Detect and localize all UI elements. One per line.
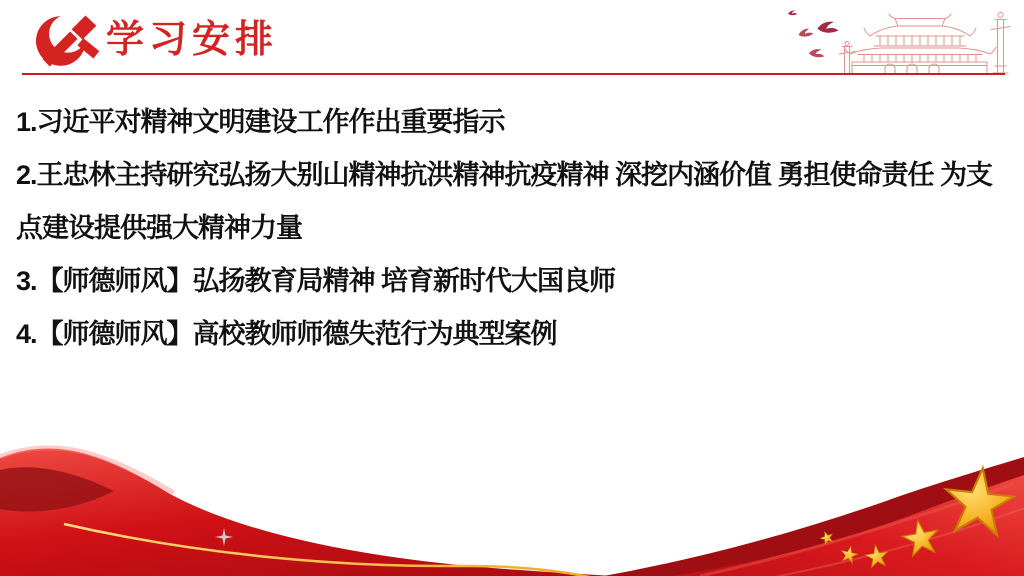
agenda-item-1: 1.习近平对精神文明建设工作作出重要指示 [16, 107, 505, 137]
agenda-item-2: 2.王忠林主持研究弘扬大别山精神抗洪精神抗疫精神 深挖内涵价值 勇担使命责任 为支点建设提供强大精神力量 [16, 160, 993, 243]
agenda-item-3: 3.【师德师风】弘扬教育局精神 培育新时代大国良师 [16, 266, 616, 296]
ribbon-stars-decoration [0, 424, 1024, 576]
party-emblem-icon [28, 11, 108, 71]
header-divider [22, 73, 1005, 75]
tiananmen-doves-decoration [752, 2, 1020, 74]
slide-title: 学习安排 [106, 19, 279, 61]
tiananmen-icon [844, 14, 996, 73]
huabiao-icons [839, 13, 1010, 74]
agenda-list [16, 96, 1012, 361]
doves-icon [788, 10, 839, 58]
agenda-item-4: 4.【师德师风】高校教师师德失范行为典型案例 [16, 319, 557, 349]
